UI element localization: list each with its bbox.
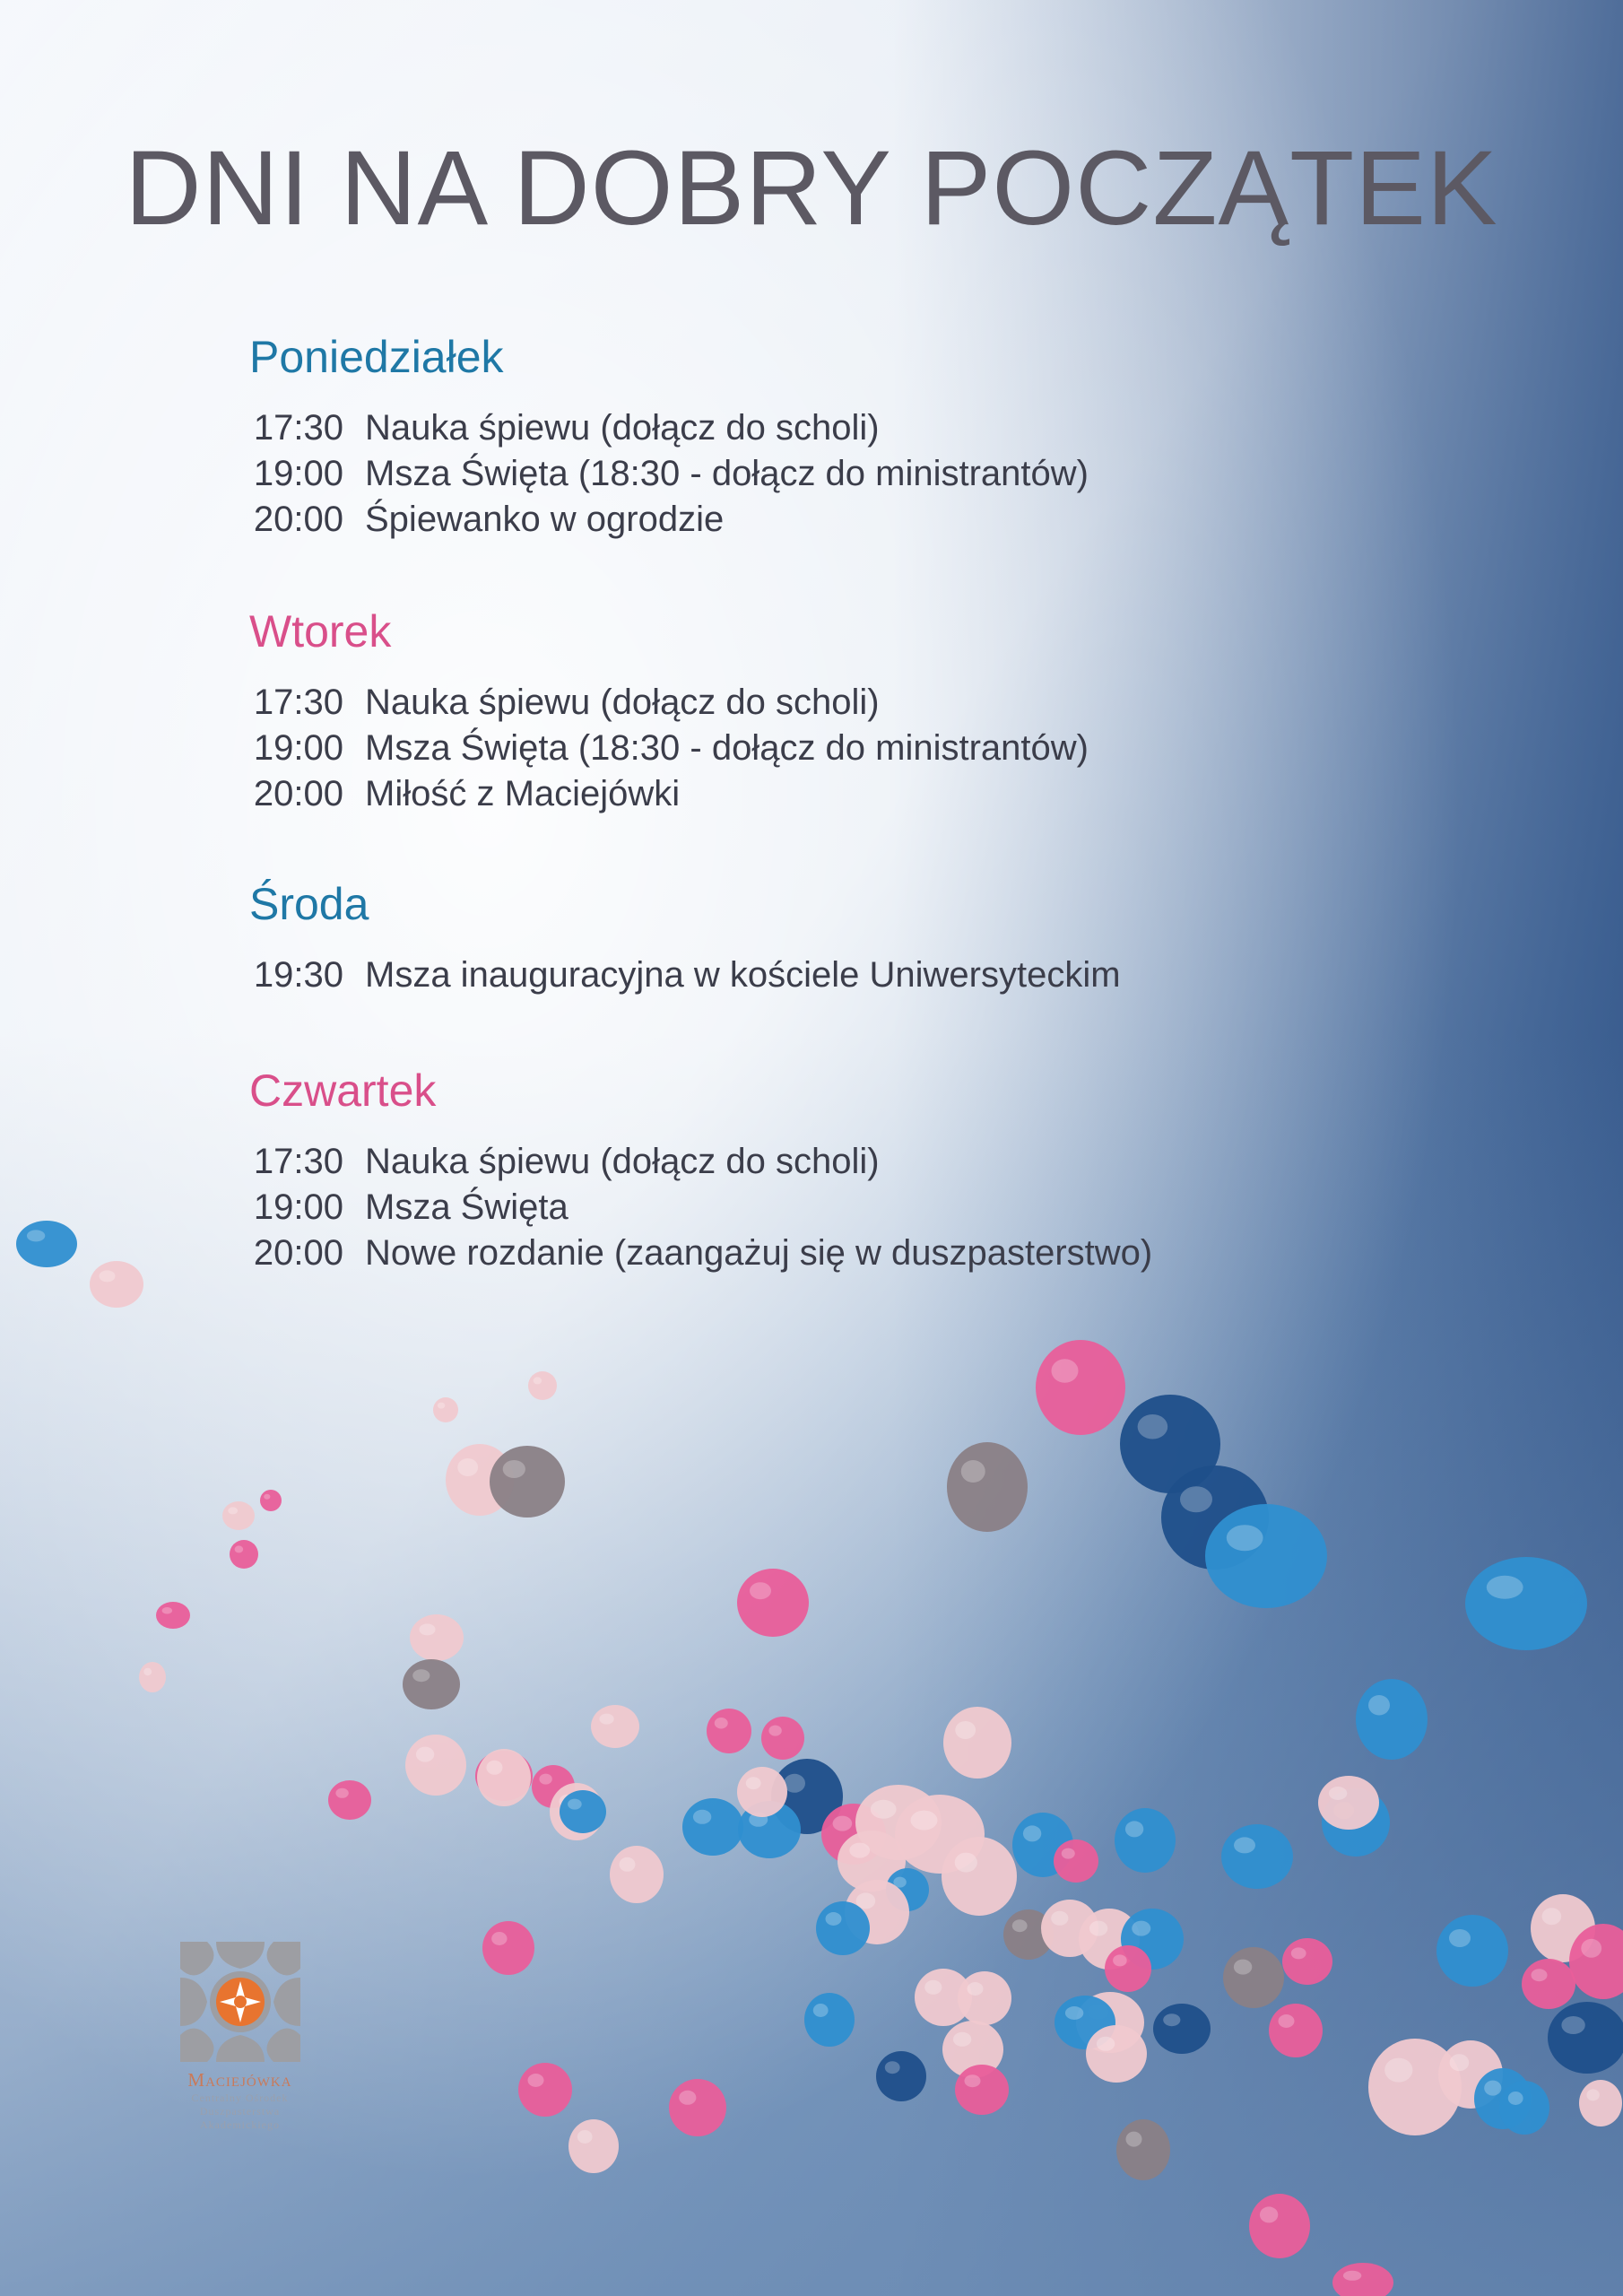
day-name: Wtorek	[249, 606, 392, 657]
event-text: Msza Święta	[365, 1187, 568, 1227]
event-time: 17:30	[253, 683, 343, 722]
event-text: Msza inauguracyjna w kościele Uniwersyteckim	[365, 955, 1121, 995]
event-row	[249, 726, 1505, 771]
event-time: 17:30	[253, 1142, 343, 1181]
day-name: Środa	[249, 879, 369, 929]
day-name: Czwartek	[249, 1065, 437, 1116]
event-row	[249, 1139, 1505, 1185]
logo-subtitle-line: Akademickiego	[200, 2118, 280, 2131]
event-text: Nauka śpiewu (dołącz do scholi)	[365, 683, 880, 722]
logo-subtitle-line: Centralny Ośrodek	[191, 2092, 289, 2104]
event-time: 19:30	[253, 955, 343, 995]
event-row	[249, 952, 1505, 998]
event-text: Miłość z Maciejówki	[365, 774, 681, 813]
day-thursday	[249, 1064, 1505, 1276]
event-text: Nowe rozdanie (zaangażuj się w duszpasterstwo)	[365, 1233, 1153, 1273]
event-row	[249, 1185, 1505, 1231]
event-time: 19:00	[253, 1187, 343, 1227]
event-row	[249, 405, 1505, 451]
event-time: 19:00	[253, 728, 343, 768]
event-time: 20:00	[253, 1233, 343, 1273]
event-text: Nauka śpiewu (dołącz do scholi)	[365, 408, 880, 448]
event-time: 17:30	[253, 408, 343, 448]
day-monday	[249, 330, 1505, 543]
day-tuesday	[249, 604, 1505, 817]
event-text: Śpiewanko w ogrodzie	[365, 500, 725, 539]
event-text: Msza Święta (18:30 - dołącz do ministrantów)	[365, 728, 1089, 768]
poster-title: DNI NA DOBRY POCZĄTEK	[125, 129, 1498, 248]
event-row	[249, 497, 1505, 543]
event-time: 19:00	[253, 454, 343, 493]
event-row	[249, 771, 1505, 817]
event-time: 20:00	[253, 500, 343, 539]
day-name: Poniedziałek	[249, 332, 504, 382]
maciejowka-emblem-icon	[180, 1942, 300, 2062]
day-wednesday	[249, 877, 1505, 998]
event-row	[249, 680, 1505, 726]
event-text: Msza Święta (18:30 - dołącz do ministrantów)	[365, 454, 1089, 493]
logo-subtitle-line: Duszpasterstwa	[199, 2105, 281, 2118]
logo-name: Maciejówka	[187, 2069, 292, 2091]
event-row	[249, 1231, 1505, 1276]
event-time: 20:00	[253, 774, 343, 813]
event-row	[249, 451, 1505, 497]
maciejowka-logo	[175, 1942, 305, 2132]
event-text: Nauka śpiewu (dołącz do scholi)	[365, 1142, 880, 1181]
